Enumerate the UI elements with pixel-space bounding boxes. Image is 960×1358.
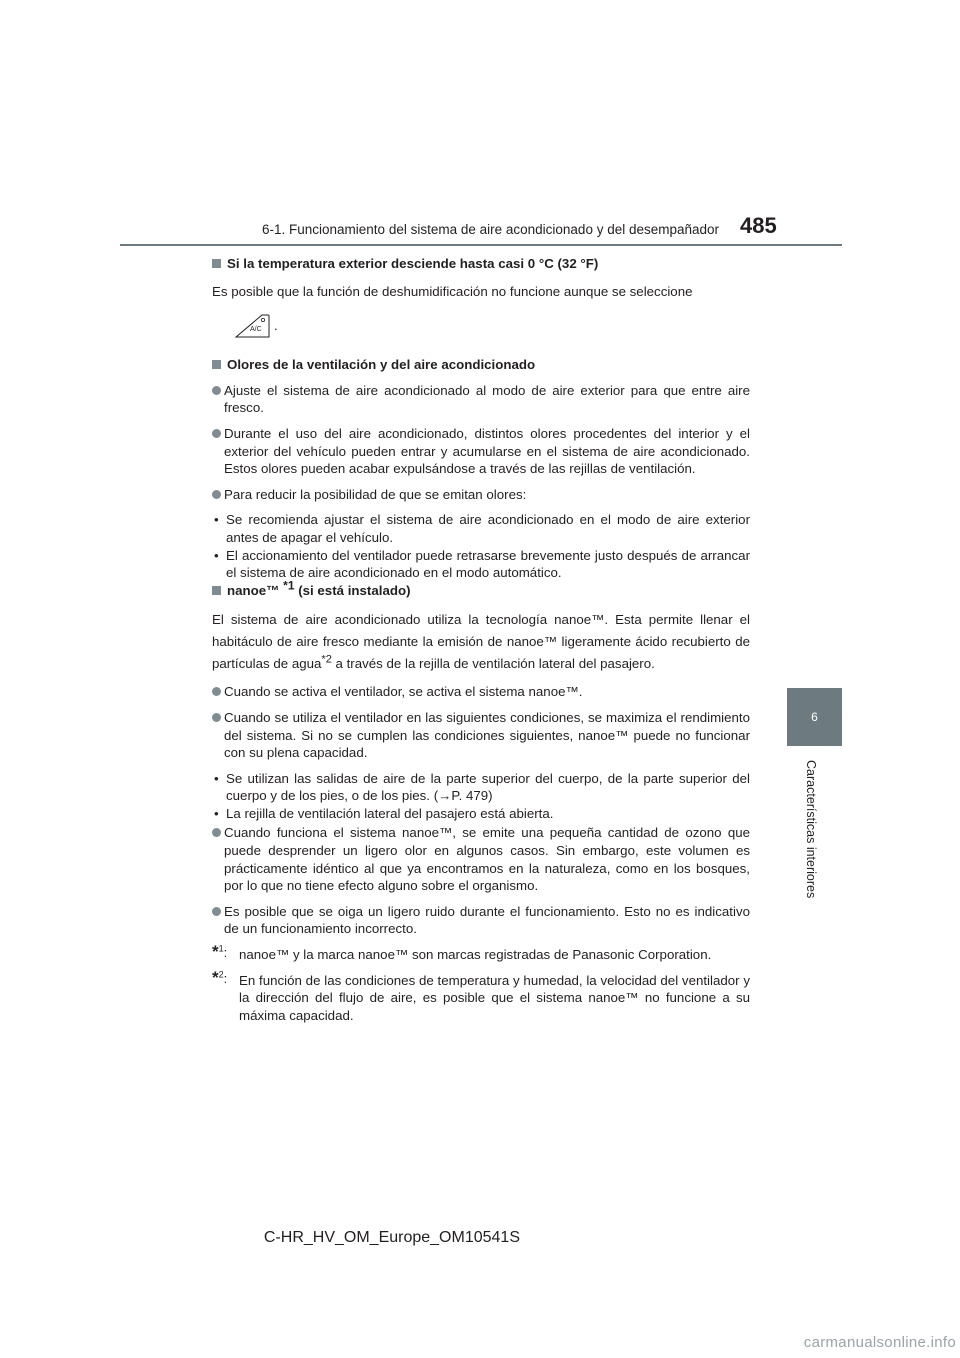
paragraph-nanoe-intro: El sistema de aire acondicionado utiliza la tecnología nanoe™. Esta permite llenar el habitáculo de aire fresco mediante la emisión de nanoe™ ligeramente ácido recubierto de partículas de agua$^{*2}$ a través de la rejilla de ventilación lateral del pasajero. <box>212 612 750 672</box>
list-item: Ajuste el sistema de aire acondicionado al modo de aire exterior para que entre aire fresco. <box>212 382 750 417</box>
watermark: carmanualsonline.info <box>803 1334 956 1351</box>
paragraph-dehumidification: Es posible que la función de deshumidificación no funcione aunque se seleccione <box>212 283 693 299</box>
ac-button-illustration-row <box>226 310 750 342</box>
document-code: C-HR_HV_OM_Europe_OM10541S <box>263 1229 520 1246</box>
list-item: Para reducir la posibilidad de que se emitan olores: <box>212 486 750 504</box>
sub-list <box>212 511 750 581</box>
chapter-label: Características interiores <box>804 760 818 899</box>
list-item: Cuando se activa el ventilador, se activa el sistema nanoe™. <box>212 683 750 701</box>
sub-list <box>212 770 750 823</box>
sub-list-item: • El accionamiento del ventilador puede retrasarse brevemente justo después de arrancar el sistema de aire acondicionado en el modo automático. <box>212 547 750 582</box>
sub-list-item: • La rejilla de ventilación lateral del pasajero está abierta. <box>212 805 750 823</box>
section-title-temperature: Si la temperatura exterior desciende hasta casi 0 °C (32 °F) <box>212 255 750 273</box>
page-content <box>212 255 750 1024</box>
section-title-nanoe: nanoe™ $^{*1}$ (si está instalado) <box>212 582 750 600</box>
header-section-title: 6-1. Funcionamiento del sistema de aire acondicionado y del desempañador <box>262 222 720 237</box>
page-number: 485 <box>740 213 777 238</box>
chapter-number: 6 <box>811 710 818 724</box>
ac-button-icon <box>226 313 270 339</box>
section-title-odors: Olores de la ventilación y del aire acondicionado <box>212 356 750 374</box>
ac-button-label: A/C <box>250 326 262 334</box>
footnote-marker: *$^2$: <box>212 967 228 987</box>
footnote-marker: *$^1$: <box>212 942 228 962</box>
header-divider <box>120 244 842 246</box>
list-item: Cuando funciona el sistema nanoe™, se emite una pequeña cantidad de ozono que puede desprender un ligero olor en algunos casos. Sin embargo, este volumen es prácticamente idéntico al que ya encontramos en la naturaleza, como en los bosques, por lo que no tiene efecto alguno sobre el organismo. <box>212 824 750 894</box>
list-item: Durante el uso del aire acondicionado, distintos olores procedentes del interior y el exterior del vehículo pueden entrar y acumularse en el sistema de aire acondicionado. Estos olores pueden acabar expulsándose a través de las rejillas de ventilación. <box>212 425 750 478</box>
list-item: Es posible que se oiga un ligero ruido durante el funcionamiento. Esto no es indicativo de un funcionamiento incorrecto. <box>212 903 750 938</box>
sentence-end: . <box>274 318 278 334</box>
footnote-1: *$^1$: nanoe™ y la marca nanoe™ son marcas registradas de Panasonic Corporation. <box>212 942 712 963</box>
list-item: Cuando se utiliza el ventilador en las siguientes condiciones, se maximiza el rendimiento del sistema. Si no se cumplen las condiciones siguientes, nanoe™ puede no funcionar con su plena capacidad. <box>212 709 750 762</box>
footnote-2: *$^2$: En función de las condiciones de temperatura y humedad, la velocidad del ventilador y la dirección del flujo de aire, es posible que el sistema nanoe™ no funcione a su máxima capacidad. <box>212 967 750 1023</box>
sub-list-item: • Se utilizan las salidas de aire de la parte superior del cuerpo, de la parte superior del cuerpo y de los pies, o de los pies. (→P. 479) <box>212 770 750 805</box>
chapter-tab <box>787 688 842 746</box>
sub-list-item: • Se recomienda ajustar el sistema de aire acondicionado en el modo de aire exterior antes de apagar el vehículo. <box>212 511 750 546</box>
